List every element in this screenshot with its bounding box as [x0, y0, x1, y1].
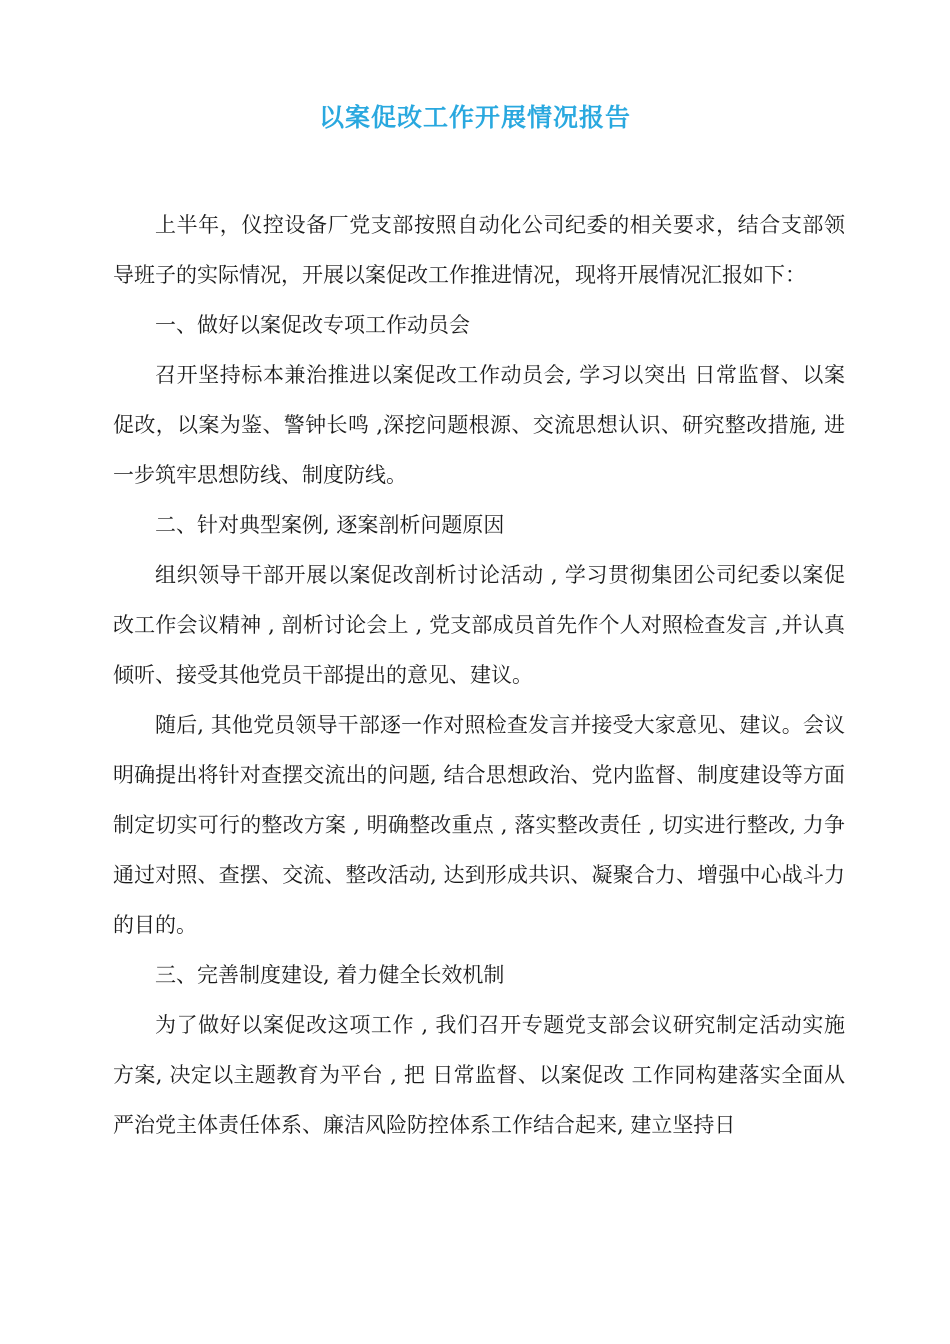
document-body [113, 200, 845, 1150]
paragraph-section-3: 为了做好以案促改这项工作 , 我们召开专题党支部会议研究制定活动实施方案, 决定以主题教育为平台 , 把 日常监督、以案促改 工作同构建落实全面从严治党主体责任体系、廉洁风险防控体系工作结合起来, 建立坚持日 [113, 1013, 845, 1137]
paragraph-intro: 上半年，仪控设备厂党支部按照自动化公司纪委的相关要求，结合支部领导班子的实际情况，开展以案促改工作推进情况，现将开展情况汇报如下： [113, 213, 845, 287]
paragraph-section-1: 召开坚持标本兼治推进以案促改工作动员会, 学习以突出 日常监督、以案促改，以案为鉴、警钟长鸣 ,深挖问题根源、交流思想认识、研究整改措施, 进一步筑牢思想防线、制度防线。 [113, 363, 845, 487]
section-heading-1: 一、做好以案促改专项工作动员会 [155, 313, 470, 337]
section-heading-2: 二、针对典型案例, 逐案剖析问题原因 [155, 513, 505, 537]
paragraph-section-2b: 随后, 其他党员领导干部逐一作对照检查发言并接受大家意见、建议。会议明确提出将针对查摆交流出的问题, 结合思想政治、党内监督、制度建设等方面制定切实可行的整改方案 , 明确整改重点 , 落实整改责任 , 切实进行整改, 力争通过对照、查摆、交流、整改活动, 达到形成共识、凝聚合力、增强中心战斗力的目的。 [113, 713, 845, 937]
section-heading-3: 三、完善制度建设, 着力健全长效机制 [155, 963, 505, 987]
paragraph-section-2a: 组织领导干部开展以案促改剖析讨论活动 , 学习贯彻集团公司纪委以案促改工作会议精神 , 剖析讨论会上 , 党支部成员首先作个人对照检查发言 ,并认真倾听、接受其他党员干部提出的意见、建议。 [113, 563, 845, 687]
document-title: 以案促改工作开展情况报告 [318, 103, 631, 132]
